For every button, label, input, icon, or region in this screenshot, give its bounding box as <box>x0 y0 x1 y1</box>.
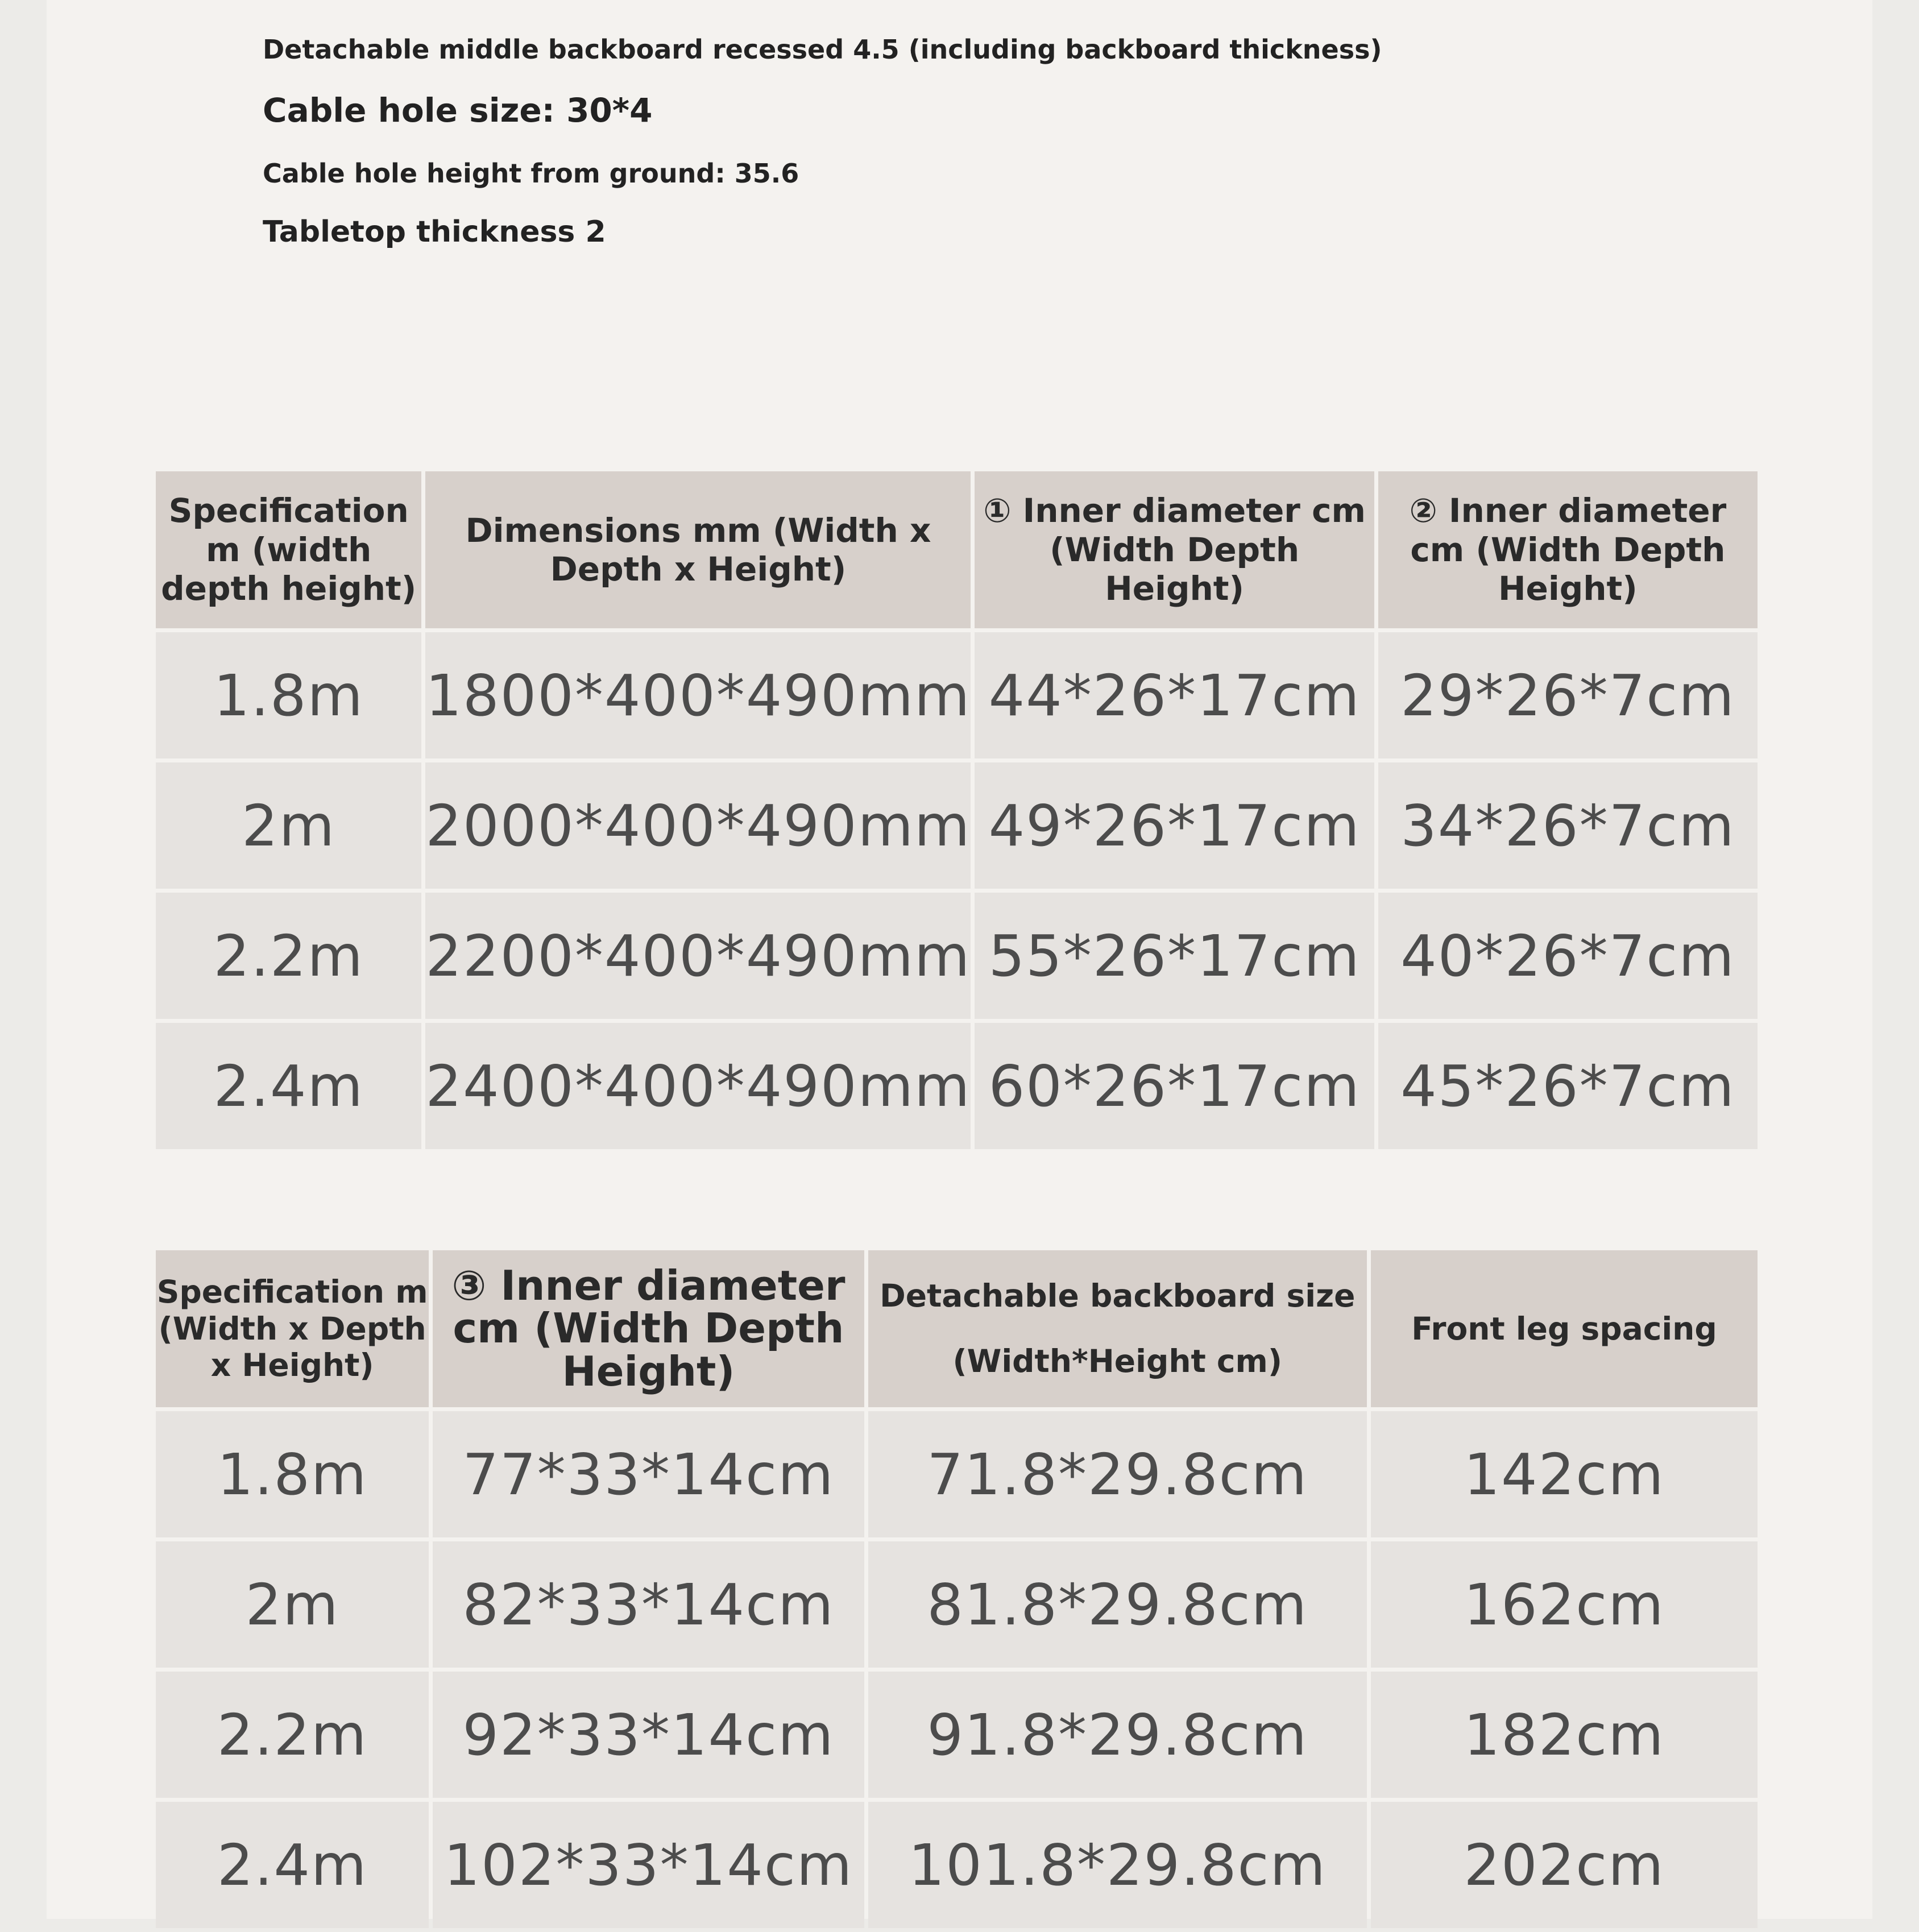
table-header-row <box>156 471 1758 628</box>
header-specification: Specification m (width depth height) <box>156 471 421 628</box>
cell-specification: 2.4m <box>156 1802 429 1928</box>
header-dimensions: Dimensions mm (Width x Depth x Height) <box>425 471 971 628</box>
cell-front-leg-spacing: 162cm <box>1371 1541 1758 1668</box>
cell-backboard-size: 71.8*29.8cm <box>868 1411 1367 1537</box>
table-row <box>156 762 1758 889</box>
header-inner-diameter-1: ① Inner diameter cm (Width Depth Height) <box>975 471 1374 628</box>
cell-specification: 2.2m <box>156 1672 429 1798</box>
cell-front-leg-spacing: 202cm <box>1371 1802 1758 1928</box>
cell-dimensions: 2200*400*490mm <box>425 893 971 1019</box>
header-inner-diameter-2: ② Inner diameter cm (Width Depth Height) <box>1378 471 1758 628</box>
cell-inner-diameter-2: 29*26*7cm <box>1378 632 1758 758</box>
header-front-leg-spacing: Front leg spacing <box>1371 1250 1758 1407</box>
cell-backboard-size: 91.8*29.8cm <box>868 1672 1367 1798</box>
cell-inner-diameter-3: 102*33*14cm <box>433 1802 864 1928</box>
cell-inner-diameter-3: 82*33*14cm <box>433 1541 864 1668</box>
backboard-table <box>152 1246 1761 1932</box>
cell-inner-diameter-2: 34*26*7cm <box>1378 762 1758 889</box>
cell-inner-diameter-3: 92*33*14cm <box>433 1672 864 1798</box>
cell-dimensions: 2000*400*490mm <box>425 762 971 889</box>
cell-inner-diameter-1: 60*26*17cm <box>975 1023 1374 1149</box>
header-backboard-size <box>868 1250 1367 1407</box>
table-row <box>156 1023 1758 1149</box>
table-row <box>156 1541 1758 1668</box>
cell-front-leg-spacing: 182cm <box>1371 1672 1758 1798</box>
cell-specification: 2m <box>156 762 421 889</box>
cell-specification: 1.8m <box>156 1411 429 1537</box>
backboard-recess-note: Detachable middle backboard recessed 4.5 (including backboard thickness) <box>263 34 1382 65</box>
cell-inner-diameter-1: 55*26*17cm <box>975 893 1374 1019</box>
header-backboard-size-title: Detachable backboard size <box>880 1278 1356 1315</box>
table-row <box>156 1802 1758 1928</box>
cell-specification: 1.8m <box>156 632 421 758</box>
table-header-row <box>156 1250 1758 1407</box>
table-row <box>156 632 1758 758</box>
header-backboard-size-units: (Width*Height cm) <box>952 1343 1282 1379</box>
cell-specification: 2.4m <box>156 1023 421 1149</box>
cell-inner-diameter-1: 44*26*17cm <box>975 632 1374 758</box>
cable-hole-size-note: Cable hole size: 30*4 <box>263 91 653 130</box>
table-row <box>156 1411 1758 1537</box>
header-specification: Specification m (Width x Depth x Height) <box>156 1250 429 1407</box>
dimensions-table <box>152 467 1761 1153</box>
cell-inner-diameter-2: 45*26*7cm <box>1378 1023 1758 1149</box>
cell-inner-diameter-2: 40*26*7cm <box>1378 893 1758 1019</box>
header-inner-diameter-3: ③ Inner diameter cm (Width Depth Height) <box>433 1250 864 1407</box>
cell-front-leg-spacing: 142cm <box>1371 1411 1758 1537</box>
cell-dimensions: 1800*400*490mm <box>425 632 971 758</box>
tabletop-thickness-note: Tabletop thickness 2 <box>263 215 606 249</box>
cable-hole-height-note: Cable hole height from ground: 35.6 <box>263 158 799 189</box>
cell-inner-diameter-1: 49*26*17cm <box>975 762 1374 889</box>
cell-backboard-size: 81.8*29.8cm <box>868 1541 1367 1668</box>
cell-backboard-size: 101.8*29.8cm <box>868 1802 1367 1928</box>
table-row <box>156 893 1758 1019</box>
cell-specification: 2m <box>156 1541 429 1668</box>
table-row <box>156 1672 1758 1798</box>
cell-dimensions: 2400*400*490mm <box>425 1023 971 1149</box>
cell-specification: 2.2m <box>156 893 421 1019</box>
cell-inner-diameter-3: 77*33*14cm <box>433 1411 864 1537</box>
